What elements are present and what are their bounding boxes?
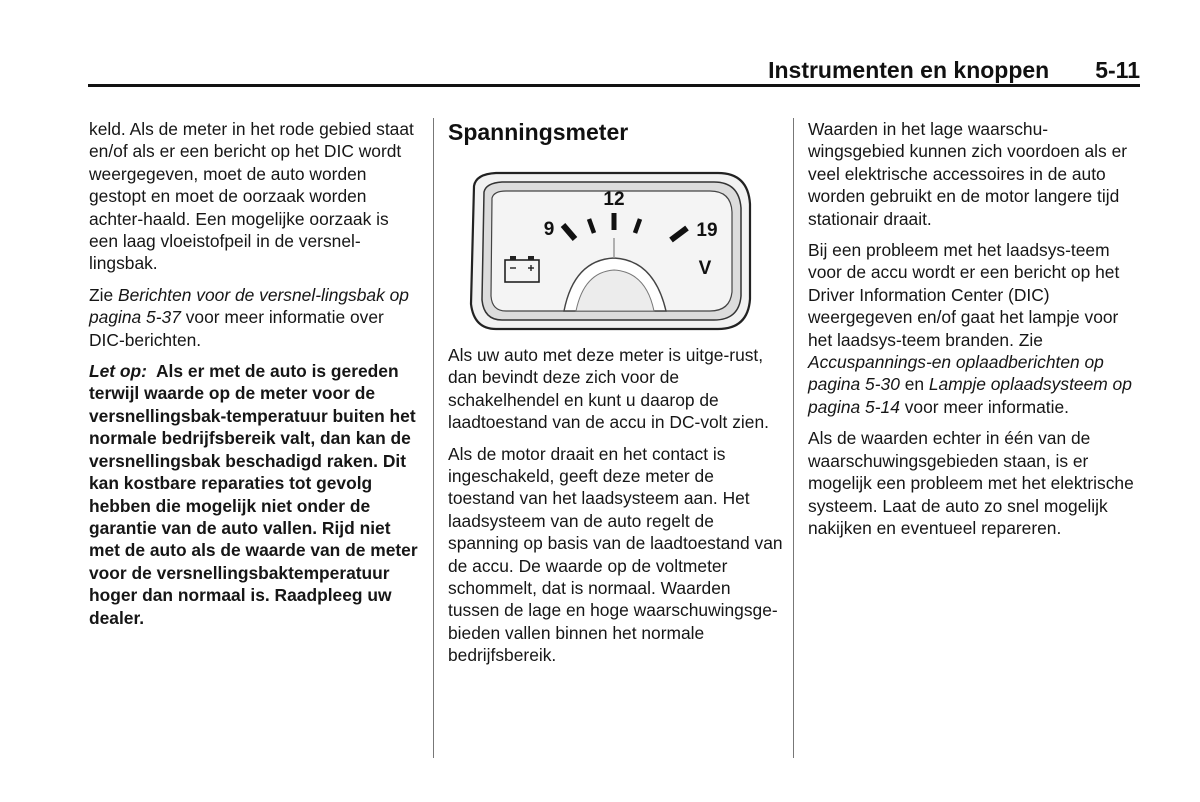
column-3 <box>808 118 1138 548</box>
col3-p2-reference-1: Accuspannings-en oplaadberichten op pagina 5-30 <box>808 352 1104 395</box>
voltmeter-gauge <box>456 164 756 334</box>
header-rule <box>88 84 1140 87</box>
section-title: Spanningsmeter <box>448 119 629 145</box>
gauge-label-mid: 12 <box>603 189 625 210</box>
column-1 <box>89 118 419 638</box>
page-number: 5-11 <box>1095 57 1140 83</box>
col2-paragraph-2: Als de motor draait en het contact is ingeschakeld, geeft deze meter de toestand van het laadsysteem aan. Het laadsysteem van de auto regelt de spanning op basis van de laadtoestand van de accu. De waarde op de voltmeter schommelt, dat is normaal. Waarden tussen de lage en hoge waarschuwingsge-bieden vallen binnen het normale bedrijfsbereik. <box>448 443 783 666</box>
col3-paragraph-2 <box>808 239 1138 418</box>
col1-p2-suffix: voor meer informatie over DIC-berichten. <box>89 307 384 350</box>
caution-body: Als er met de auto is gereden terwijl waarde op de meter voor de versnellingsbak-temperatuur buiten het normale bedrijfsbereik valt, dan kan de versnellingsbak beschadigd raken. Dit kan kostbare reparaties tot gevolg hebben die mogelijk niet onder de garantie van de auto vallen. Rijd niet met de auto als de waarde van de meter voor de versnellingsbaktemperatuur hoger dan normaal is. Raadpleeg uw dealer. <box>89 361 418 628</box>
column-divider-1 <box>433 118 434 758</box>
col3-p2-text-c: voor meer informatie. <box>899 396 1070 417</box>
col1-p2-prefix: Zie <box>89 284 118 305</box>
col3-paragraph-3: Als de waarden echter in één van de waarschuwingsgebieden staan, is er mogelijk een probleem met het elektrische systeem. Laat de auto zo snel mogelijk nakijken en eventueel repareren. <box>808 428 1134 538</box>
col3-p2-text-a: Bij een probleem met het laadsys-teem voor de accu wordt er een bericht op het Driver Information Center (DIC) weergegeven en/of gaat het lampje voor het laadsys-teem branden. Zie <box>808 240 1120 350</box>
voltmeter-illustration <box>456 164 756 334</box>
col3-paragraph-1: Waarden in het lage waarschu-wingsgebied kunnen zich voordoen als er veel elektrische accessoires in de auto worden gebruikt en de motor langere tijd stationair draait. <box>808 119 1128 229</box>
col1-p2-reference: Berichten voor de versnel-lingsbak op pagina 5-37 <box>89 284 409 328</box>
gauge-unit: V <box>698 258 712 279</box>
page-header <box>88 56 1140 84</box>
column-divider-2 <box>793 118 794 758</box>
caution-label: Let op: <box>89 361 147 382</box>
col1-paragraph-2 <box>89 284 419 351</box>
col2-paragraph-1: Als uw auto met deze meter is uitge-rust, dan bevindt deze zich voor de schakelhendel en kunt u daarop de laadtoestand van de accu in DC-volt zien. <box>448 345 769 433</box>
col3-p2-reference-2: Lampje oplaadsysteem op pagina 5-14 <box>808 374 1132 417</box>
gauge-label-min: 9 <box>543 219 555 240</box>
col1-caution <box>89 360 419 629</box>
col1-paragraph-1: keld. Als de meter in het rode gebied staat en/of als er een bericht op het DIC wordt weergegeven, moet de auto worden gestopt en moet de oorzaak worden achter-haald. Een mogelijke oorzaak is een laag vloeistofpeil in de versnel-lingsbak. <box>89 119 414 274</box>
header-title: Instrumenten en knoppen <box>768 57 1050 83</box>
gauge-label-max: 19 <box>696 220 718 241</box>
column-2 <box>448 118 784 676</box>
col3-p2-text-b: en <box>899 374 929 395</box>
